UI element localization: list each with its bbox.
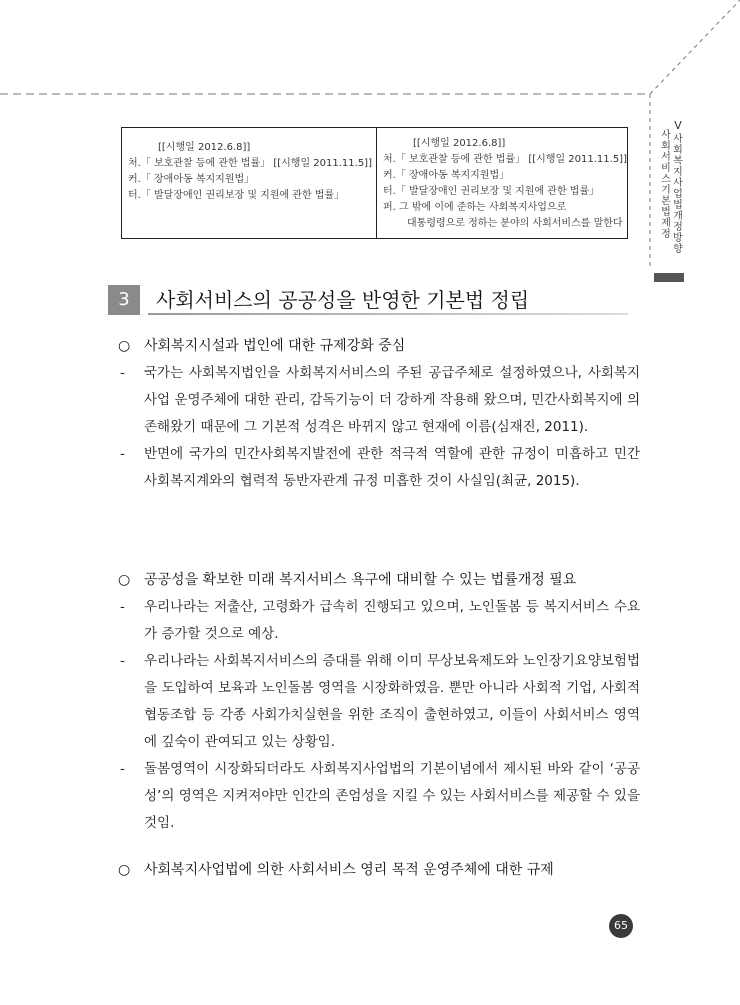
dash-bullet — [118, 648, 640, 756]
ref-left-line: 터.「 발달장애인 권리보장 및 지원에 관한 법률」 — [128, 190, 345, 201]
dash-bullet-text: 우리나라는 저출산, 고령화가 급속히 진행되고 있으며, 노인돌봄 등 복지서비스 수요가 증가할 것으로 예상. — [144, 599, 640, 642]
section-item — [118, 336, 640, 495]
chapter-title-col1: 사회서비스 기본법 제정 — [661, 130, 671, 240]
dash-bullet-icon: - — [120, 761, 125, 777]
section-title: 사회서비스의 공공성을 반영한 기본법 정립 — [156, 288, 530, 312]
chapter-numeral: V — [674, 119, 682, 132]
reference-table — [121, 127, 628, 239]
dash-bullet — [118, 360, 640, 441]
item-heading — [118, 336, 640, 356]
section-number: 3 — [108, 285, 140, 315]
dash-bullet — [118, 594, 640, 648]
section-item — [118, 570, 640, 837]
item-heading-text: 공공성을 확보한 미래 복지서비스 욕구에 대비할 수 있는 법률개정 필요 — [144, 572, 577, 588]
item-heading — [118, 570, 640, 590]
ref-right-line: 대통령령으로 정하는 분야의 사회서비스를 말한다 — [407, 218, 623, 229]
chapter-title-col2: 사회복지사업법 개정방향 — [673, 134, 683, 255]
item-heading-text: 사회복지사업법에 의한 사회서비스 영리 목적 운영주체에 대한 규제 — [144, 862, 554, 878]
ref-left-line: 처.「 보호관찰 등에 관한 법률」 [[시행일 2011.11.5]] — [128, 158, 372, 169]
section-heading — [108, 285, 633, 315]
circle-bullet-icon: ○ — [118, 862, 131, 878]
chapter-tab-bar — [654, 273, 684, 282]
dash-bullet-icon: - — [120, 446, 125, 462]
ref-right-line: 커.「 장애아동 복지지원법」 — [383, 170, 510, 181]
dash-bullet-icon: - — [120, 365, 125, 381]
section-underline — [148, 313, 628, 315]
ref-right-line: [[시행일 2012.6.8]] — [413, 138, 506, 149]
dash-bullet-icon: - — [120, 653, 125, 669]
dash-bullet-text: 우리나라는 사회복지서비스의 증대를 위해 이미 무상보육제도와 노인장기요양보험법을 도입하여 보육과 노인돌봄 영역을 시장화하였음. 뿐만 아니라 사회적 기업, 사회적 협동조합 등 각종 사회가치실현을 위한 조직이 출현하였고, 이들이 사회서비스 영역에 깊숙이 관여되고 있는 상황임. — [144, 653, 640, 750]
ref-left-line: 커.「 장애아동 복지지원법」 — [128, 174, 255, 185]
circle-bullet-icon: ○ — [118, 572, 131, 588]
circle-bullet-icon: ○ — [118, 338, 131, 354]
dash-bullet-text: 돌봄영역이 시장화되더라도 사회복지사업법의 기본이념에서 제시된 바와 같이 ‘공공성’의 영역은 지켜져야만 인간의 존엄성을 지킬 수 있는 사회서비스를 제공할 수 있을 것임. — [144, 761, 640, 831]
ref-right-line: 처.「 보호관찰 등에 관한 법률」 [[시행일 2011.11.5]] — [383, 154, 627, 165]
dash-bullet — [118, 756, 640, 837]
dash-bullet-text: 반면에 국가의 민간사회복지발전에 관한 적극적 역할에 관한 규정이 미흡하고 민간 사회복지계와의 협력적 동반자관계 규정 미흡한 것이 사실임(최균, 2015). — [144, 446, 640, 489]
page-number: 65 — [609, 914, 633, 938]
ref-right-line: 터.「 발달장애인 권리보장 및 지원에 관한 법률」 — [383, 186, 600, 197]
dash-bullet-icon: - — [120, 599, 125, 615]
reference-table-left-cell — [122, 128, 377, 238]
reference-table-right-cell — [377, 128, 633, 238]
dash-bullet-text: 국가는 사회복지법인을 사회복지서비스의 주된 공급주체로 설정하였으나, 사회복지사업 운영주체에 대한 관리, 감독기능이 더 강하게 작용해 왔으며, 민간사회복지에 의존해왔기 때문에 그 기본적 성격은 바뀌지 않고 현재에 이름(심재진, 2011). — [144, 365, 640, 435]
chapter-side-tab — [660, 120, 686, 270]
dash-bullet — [118, 441, 640, 495]
ref-left-line: [[시행일 2012.6.8]] — [158, 142, 251, 153]
item-heading — [118, 860, 640, 880]
item-heading-text: 사회복지시설과 법인에 대한 규제강화 중심 — [144, 338, 406, 354]
ref-right-line: 퍼. 그 밖에 이에 준하는 사회복지사업으로 — [383, 202, 567, 213]
section-item — [118, 860, 640, 880]
